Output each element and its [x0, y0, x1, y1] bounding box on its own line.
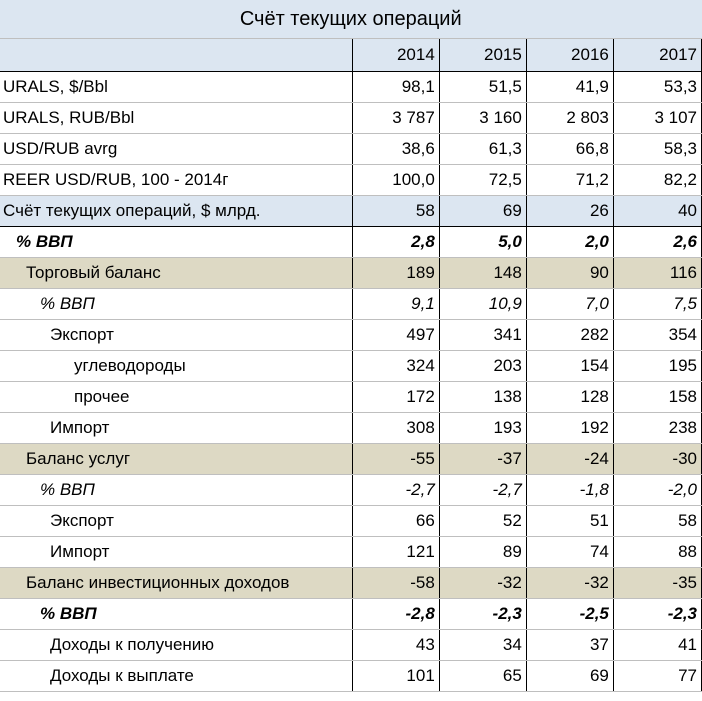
row-label: Экспорт [0, 320, 352, 351]
cell-value: 5,0 [439, 227, 526, 258]
year-header-2017: 2017 [613, 39, 701, 72]
header-empty-cell [0, 39, 352, 72]
row-label: URALS, RUB/Bbl [0, 103, 352, 134]
cell-value: 195 [613, 351, 701, 382]
gdp-share-row [0, 475, 702, 506]
cell-value: 88 [613, 537, 701, 568]
cell-value: 41 [613, 630, 701, 661]
cell-value: 9,1 [352, 289, 439, 320]
cell-value: -58 [352, 568, 439, 599]
row-label: % ВВП [0, 227, 352, 258]
cell-value: 324 [352, 351, 439, 382]
cell-value: -37 [439, 444, 526, 475]
cell-value: 116 [613, 258, 701, 289]
year-header-2015: 2015 [439, 39, 526, 72]
cell-value: 26 [526, 196, 613, 227]
cell-value: -32 [526, 568, 613, 599]
cell-value: 10,9 [439, 289, 526, 320]
cell-value: 2,8 [352, 227, 439, 258]
cell-value: 2,0 [526, 227, 613, 258]
cell-value: 58,3 [613, 134, 701, 165]
row-label: % ВВП [0, 599, 352, 630]
row-label: REER USD/RUB, 100 - 2014г [0, 165, 352, 196]
table-row [0, 630, 702, 661]
row-label: Импорт [0, 537, 352, 568]
cell-value: 308 [352, 413, 439, 444]
table-row [0, 382, 702, 413]
cell-value: 72,5 [439, 165, 526, 196]
cell-value: 69 [439, 196, 526, 227]
row-label: Баланс инвестиционных доходов [0, 568, 352, 599]
cell-value: 341 [439, 320, 526, 351]
cell-value: 282 [526, 320, 613, 351]
cell-value: 192 [526, 413, 613, 444]
cell-value: 51,5 [439, 72, 526, 103]
row-label: Доходы к получению [0, 630, 352, 661]
cell-value: 172 [352, 382, 439, 413]
cell-value: 7,0 [526, 289, 613, 320]
cell-value: 203 [439, 351, 526, 382]
section-row-investment-income-balance [0, 568, 702, 599]
cell-value: -2,5 [526, 599, 613, 630]
table-row [0, 165, 702, 196]
cell-value: 52 [439, 506, 526, 537]
table-row [0, 537, 702, 568]
row-label: % ВВП [0, 289, 352, 320]
cell-value: -2,8 [352, 599, 439, 630]
cell-value: -30 [613, 444, 701, 475]
table-title: Счёт текущих операций [0, 0, 702, 39]
cell-value: 193 [439, 413, 526, 444]
row-label: Экспорт [0, 506, 352, 537]
table-row [0, 351, 702, 382]
year-header-2016: 2016 [526, 39, 613, 72]
row-label: % ВВП [0, 475, 352, 506]
row-label: Импорт [0, 413, 352, 444]
cell-value: 71,2 [526, 165, 613, 196]
cell-value: 66,8 [526, 134, 613, 165]
cell-value: 77 [613, 661, 701, 692]
table-row [0, 320, 702, 351]
year-header-2014: 2014 [352, 39, 439, 72]
table-row [0, 72, 702, 103]
table-row [0, 134, 702, 165]
cell-value: 100,0 [352, 165, 439, 196]
cell-value: -2,3 [439, 599, 526, 630]
cell-value: 154 [526, 351, 613, 382]
cell-value: 90 [526, 258, 613, 289]
cell-value: 148 [439, 258, 526, 289]
cell-value: -2,3 [613, 599, 701, 630]
cell-value: 128 [526, 382, 613, 413]
cell-value: 497 [352, 320, 439, 351]
cell-value: 38,6 [352, 134, 439, 165]
cell-value: 74 [526, 537, 613, 568]
row-label: URALS, $/Bbl [0, 72, 352, 103]
cell-value: 2 803 [526, 103, 613, 134]
cell-value: 53,3 [613, 72, 701, 103]
cell-value: -32 [439, 568, 526, 599]
cell-value: 238 [613, 413, 701, 444]
cell-value: 43 [352, 630, 439, 661]
cell-value: -55 [352, 444, 439, 475]
cell-value: 158 [613, 382, 701, 413]
cell-value: -24 [526, 444, 613, 475]
cell-value: -1,8 [526, 475, 613, 506]
table-row [0, 103, 702, 134]
cell-value: 98,1 [352, 72, 439, 103]
table-row [0, 506, 702, 537]
cell-value: -2,0 [613, 475, 701, 506]
cell-value: 82,2 [613, 165, 701, 196]
cell-value: 58 [613, 506, 701, 537]
row-label: Счёт текущих операций, $ млрд. [0, 196, 352, 227]
cell-value: 101 [352, 661, 439, 692]
cell-value: 69 [526, 661, 613, 692]
cell-value: 138 [439, 382, 526, 413]
cell-value: 40 [613, 196, 701, 227]
cell-value: 189 [352, 258, 439, 289]
row-label: Доходы к выплате [0, 661, 352, 692]
row-label: Баланс услуг [0, 444, 352, 475]
section-row-trade-balance [0, 258, 702, 289]
cell-value: 51 [526, 506, 613, 537]
row-label: прочее [0, 382, 352, 413]
cell-value: 61,3 [439, 134, 526, 165]
cell-value: 34 [439, 630, 526, 661]
cell-value: -2,7 [352, 475, 439, 506]
gdp-share-row [0, 599, 702, 630]
row-label: Торговый баланс [0, 258, 352, 289]
row-label: USD/RUB avrg [0, 134, 352, 165]
cell-value: 7,5 [613, 289, 701, 320]
cell-value: 3 787 [352, 103, 439, 134]
table-row [0, 661, 702, 692]
gdp-share-row [0, 289, 702, 320]
cell-value: -2,7 [439, 475, 526, 506]
cell-value: 41,9 [526, 72, 613, 103]
cell-value: 3 160 [439, 103, 526, 134]
cell-value: 58 [352, 196, 439, 227]
cell-value: 3 107 [613, 103, 701, 134]
cell-value: 121 [352, 537, 439, 568]
cell-value: 89 [439, 537, 526, 568]
row-label: углеводороды [0, 351, 352, 382]
years-header-row [0, 39, 702, 72]
cell-value: 354 [613, 320, 701, 351]
current-account-row [0, 196, 702, 227]
cell-value: 66 [352, 506, 439, 537]
table-title-row [0, 0, 702, 39]
cell-value: 37 [526, 630, 613, 661]
table-row [0, 413, 702, 444]
gdp-share-row [0, 227, 702, 258]
cell-value: -35 [613, 568, 701, 599]
cell-value: 2,6 [613, 227, 701, 258]
cell-value: 65 [439, 661, 526, 692]
section-row-services-balance [0, 444, 702, 475]
